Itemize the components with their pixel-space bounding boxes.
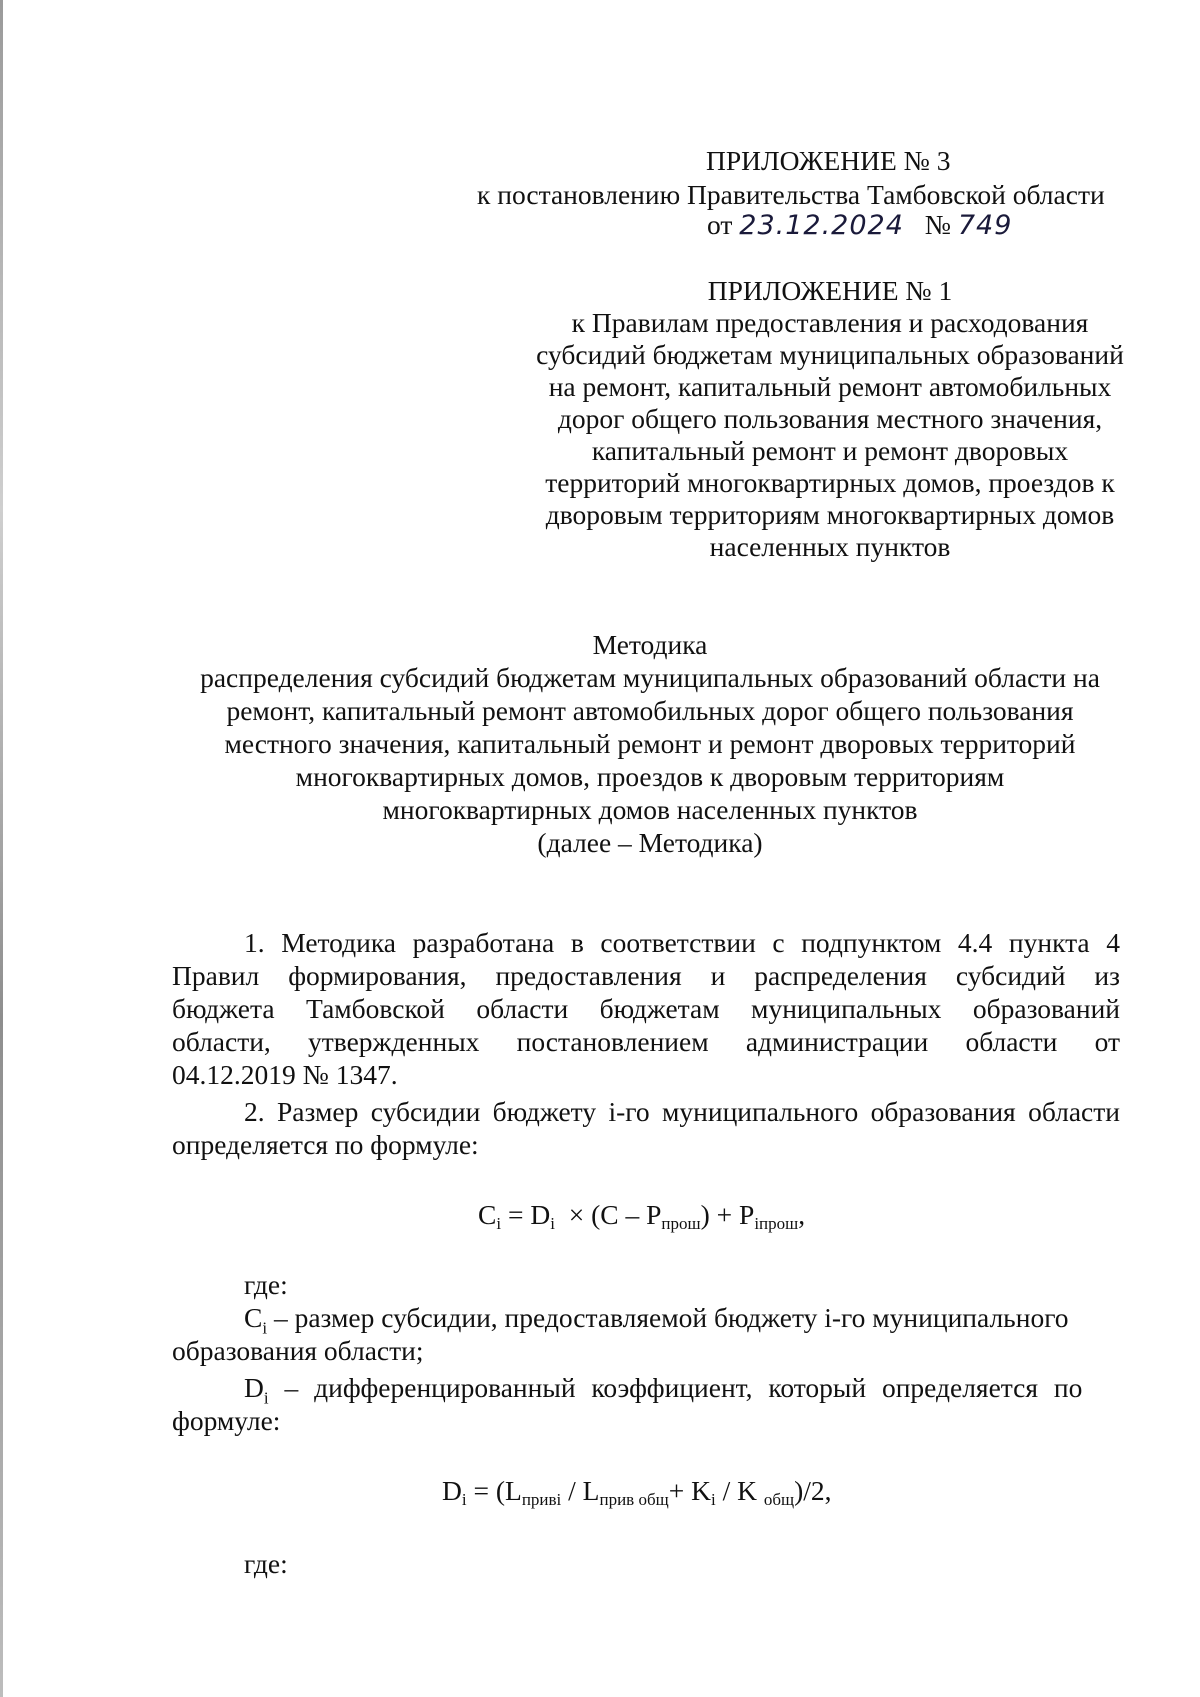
formula-operator: , (798, 1199, 806, 1230)
di-definition-text: – дифференцированный коэффициент, который определяется по (284, 1372, 1083, 1403)
document-heading: Методика (592, 629, 708, 660)
ci-definition-text: – размер субсидии, предоставляемой бюджету i-го муниципального (273, 1302, 1069, 1333)
formula-subscript: i (710, 1490, 716, 1509)
formula-operator: × (C – P (554, 1199, 662, 1230)
di-subscript: i (263, 1388, 269, 1408)
where-label: где: (244, 1269, 288, 1300)
paragraph-1-last-line: 04.12.2019 № 1347. (172, 1059, 398, 1090)
formula-operator: )/2, (794, 1475, 832, 1506)
handwritten-number: 749 (957, 210, 1013, 241)
sub-header-line: на ремонт, капитальный ремонт автомобильных (548, 371, 1112, 402)
sub-header-line: дворовым территориям многоквартирных домов (545, 499, 1115, 530)
appendix-3-title: ПРИЛОЖЕНИЕ № 3 (706, 145, 951, 176)
ci-subscript: i (262, 1318, 268, 1338)
formula-subscript: общ (763, 1490, 795, 1509)
scan-edge (0, 0, 3, 1697)
formula-symbol: D (442, 1475, 462, 1506)
title-line: (далее – Методика) (537, 827, 763, 858)
formula-operator: ) + P (700, 1199, 755, 1230)
subsidy-formula (478, 1198, 805, 1241)
paragraph-1-line: Правил формирования, предоставления и распределения субсидий из (172, 960, 1120, 991)
appendix-1-title: ПРИЛОЖЕНИЕ № 1 (707, 275, 953, 306)
ci-symbol: C (244, 1302, 263, 1333)
formula-operator: = (L (466, 1475, 522, 1506)
di-symbol: D (244, 1372, 264, 1403)
title-line: многоквартирных домов населенных пунктов (382, 794, 918, 825)
formula-subscript: прош (661, 1214, 701, 1233)
date-prefix: от (707, 209, 733, 240)
di-definition-line (244, 1371, 1120, 1416)
sub-header-line: населенных пунктов (709, 531, 951, 562)
coefficient-formula (442, 1474, 832, 1517)
formula-symbol: C (478, 1199, 497, 1230)
sub-header-line: дорог общего пользования местного значения, (557, 403, 1103, 434)
formula-subscript: прив общ (599, 1490, 669, 1509)
di-definition-last-line: формуле: (172, 1405, 281, 1436)
formula-subscript: i (461, 1490, 467, 1509)
paragraph-2-line: 2. Размер субсидии бюджету i-го муниципального образования области (244, 1096, 1120, 1127)
ci-definition-last-line: образования области; (172, 1335, 424, 1366)
formula-operator: = (501, 1199, 531, 1230)
formula-operator: / K (715, 1475, 764, 1506)
formula-operator: + K (668, 1475, 711, 1506)
title-line: многоквартирных домов, проездов к дворовым территориям (295, 761, 1005, 792)
title-line: ремонт, капитальный ремонт автомобильных дорог общего пользования (226, 695, 1074, 726)
paragraph-1-line: бюджета Тамбовской области бюджетам муниципальных образований (172, 993, 1120, 1024)
formula-subscript: iпрош (754, 1214, 799, 1233)
paragraph-1-line: области, утвержденных постановлением администрации области от (172, 1026, 1120, 1057)
formula-subscript: привi (521, 1490, 562, 1509)
title-line: распределения субсидий бюджетам муниципальных образований области на (200, 662, 1100, 693)
handwritten-date: 23.12.2024 (739, 210, 904, 241)
paragraph-1-line: 1. Методика разработана в соответствии с подпунктом 4.4 пункта 4 (244, 927, 1120, 958)
sub-header-line: к Правилам предоставления и расходования (571, 307, 1089, 338)
sub-header-line: капитальный ремонт и ремонт дворовых (591, 435, 1069, 466)
paragraph-2-last-line: определяется по формуле: (172, 1129, 479, 1160)
formula-operator: / L (561, 1475, 600, 1506)
decree-date-line (707, 208, 1012, 243)
formula-subscript: i (496, 1214, 502, 1233)
sub-header-line: субсидий бюджетам муниципальных образований (536, 339, 1124, 370)
formula-symbol: D (530, 1199, 551, 1230)
number-prefix: № (924, 209, 951, 240)
where-label: где: (244, 1548, 288, 1579)
decree-line: к постановлению Правительства Тамбовской области (477, 179, 1105, 210)
formula-subscript: i (550, 1214, 555, 1233)
title-line: местного значения, капитальный ремонт и ремонт дворовых территорий (224, 728, 1076, 759)
sub-header-line: территорий многоквартирных домов, проездов к (545, 467, 1115, 498)
